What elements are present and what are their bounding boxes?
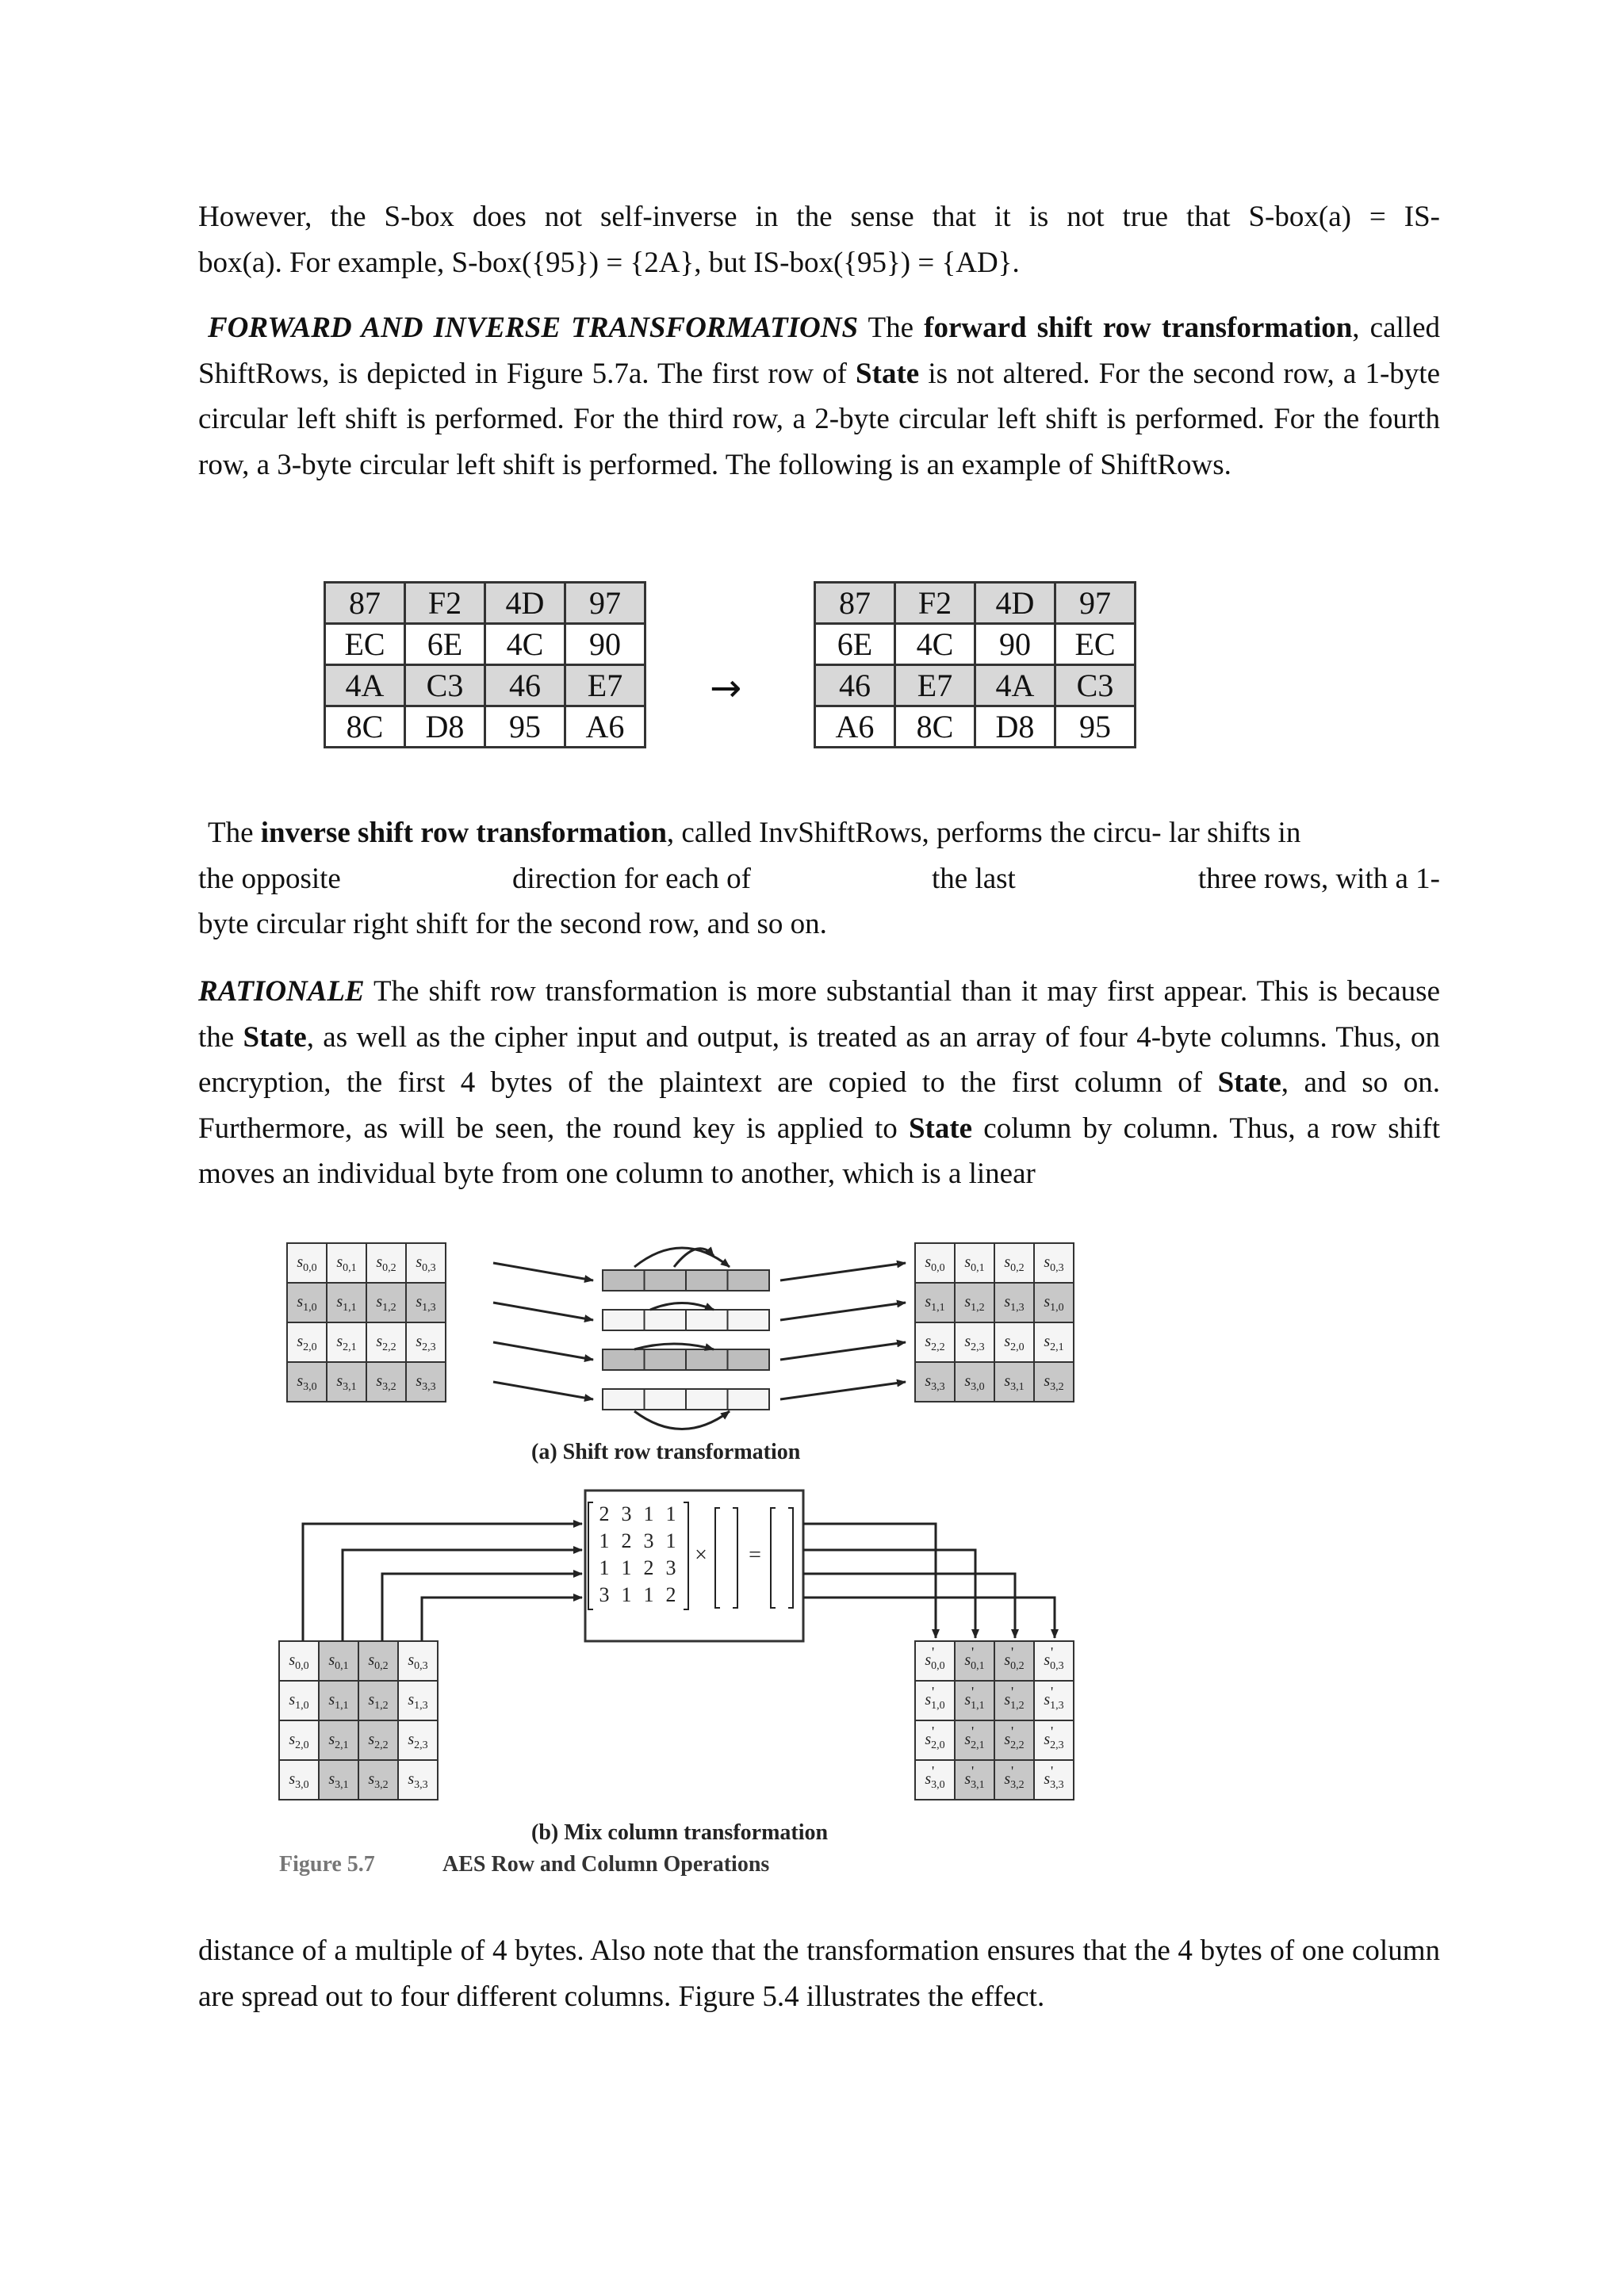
bold-term: State (1217, 1066, 1281, 1099)
text-run: , called InvShiftRows, performs the circu- lar shifts in (666, 817, 1301, 849)
connector-line (803, 1598, 1055, 1638)
hex-cell: F2 (895, 583, 975, 624)
text-run: the last (932, 862, 1016, 895)
paragraph-distance: distance of a multiple of 4 bytes. Also note that the transformation ensures that the 4 bytes of one column are spread out to four different columns. Figure 5.4 illustrates the effect. (198, 1934, 1440, 2013)
state-cell-label: $s_{0,1}$ (336, 1253, 357, 1274)
prime-mark: ' (971, 1644, 975, 1660)
bold-term: State (243, 1020, 307, 1054)
table-row (815, 665, 1136, 706)
state-cell-label: $s_{3,0}$ (925, 1770, 945, 1791)
state-cell-label: $s_{0,1}$ (964, 1651, 985, 1672)
state-cell-label: $s_{1,1}$ (328, 1691, 349, 1712)
paragraph-line: However, the S-box does not self-inverse in the sense that it is not true that S-box(a) = IS- (198, 201, 1440, 233)
table-row (815, 624, 1136, 665)
state-table-after (814, 581, 1136, 748)
state-cell-label: $s_{1,3}$ (416, 1293, 436, 1314)
hex-cell: C3 (1055, 665, 1136, 706)
state-cell-label: $s_{0,0}$ (925, 1651, 945, 1672)
state-cell-label: $s_{1,0}$ (925, 1691, 945, 1712)
equals-sign: = (749, 1543, 761, 1567)
paragraph-forward-inverse (198, 305, 1440, 488)
matrix-coefficient: 2 (643, 1556, 654, 1579)
text-run: , as well as the cipher input and output, is treated as an array of four 4-byte columns. Thus, on encryption, the first 4 bytes of the plaintext are copied to the first column of (198, 1020, 1440, 1099)
hex-cell: 46 (485, 665, 565, 706)
matrix-coefficient: 3 (599, 1583, 610, 1606)
hex-cell: 4C (895, 624, 975, 665)
state-cell-label: $s_{3,3}$ (408, 1770, 428, 1791)
state-cell-label: $s_{3,3}$ (925, 1372, 945, 1393)
hex-cell: E7 (565, 665, 645, 706)
state-cell-label: $s_{0,2}$ (1004, 1651, 1025, 1672)
hex-cell: 8C (895, 706, 975, 748)
state-cell-label: $s_{0,0}$ (289, 1651, 309, 1672)
hex-cell: D8 (975, 706, 1055, 748)
curved-arrow (634, 1411, 730, 1429)
state-cell-label: $s_{3,3}$ (1044, 1770, 1064, 1791)
state-cell-label: $s_{1,3}$ (1004, 1293, 1025, 1314)
caption-mix-column: (b) Mix column transformation (531, 1820, 829, 1845)
matrix-coefficient: 1 (643, 1583, 654, 1606)
caption-shift-row: (a) Shift row transformation (531, 1440, 801, 1464)
prime-mark: ' (1011, 1724, 1014, 1739)
connector-line (382, 1574, 582, 1641)
prime-mark: ' (932, 1763, 935, 1779)
state-cell-label: $s_{2,3}$ (964, 1333, 985, 1353)
matrix-coefficient: 3 (621, 1502, 632, 1525)
matrix-coefficient: 3 (643, 1529, 654, 1552)
prime-mark: ' (1011, 1644, 1014, 1660)
connector-line (803, 1524, 936, 1638)
paragraph-rationale (198, 969, 1440, 1197)
matrix-coefficient: 2 (621, 1529, 632, 1552)
matrix-coefficient: 1 (643, 1502, 654, 1525)
state-cell-label: $s_{0,2}$ (376, 1253, 396, 1274)
prime-mark: ' (971, 1763, 975, 1779)
hex-cell: 6E (815, 624, 895, 665)
paragraph-line: box(a). For example, S-box({95}) = {2A}, but IS-box({95}) = {AD}. (198, 246, 1020, 279)
state-cell-label: $s_{0,2}$ (368, 1651, 389, 1672)
bold-term: State (856, 357, 920, 390)
hex-cell: EC (325, 624, 405, 665)
hex-cell: 97 (565, 583, 645, 624)
state-cell-label: $s_{0,3}$ (408, 1651, 428, 1672)
table-row (815, 706, 1136, 748)
state-cell-label: $s_{2,0}$ (925, 1731, 945, 1751)
state-cell-label: $s_{3,1}$ (964, 1770, 985, 1791)
prime-mark: ' (971, 1684, 975, 1700)
state-cell-label: $s_{0,3}$ (416, 1253, 436, 1274)
figure-label: Figure 5.7 (279, 1852, 375, 1877)
prime-mark: ' (1011, 1684, 1014, 1700)
state-cell-label: $s_{3,0}$ (964, 1372, 985, 1393)
state-cell-label: $s_{1,2}$ (1004, 1691, 1025, 1712)
state-cell-label: $s_{2,0}$ (297, 1333, 317, 1353)
matrix-coefficient: 1 (621, 1556, 632, 1579)
state-cell-label: $s_{0,0}$ (925, 1253, 945, 1274)
prime-mark: ' (932, 1684, 935, 1700)
state-cell-label: $s_{0,3}$ (1044, 1651, 1064, 1672)
bold-term: State (908, 1112, 973, 1145)
connector-line (303, 1524, 582, 1641)
hex-cell: 95 (1055, 706, 1136, 748)
text-run: column by column. Thus, a row shift moves an individual byte from one column to another, which is a linear (198, 1112, 1440, 1190)
state-cell-label: $s_{1,1}$ (336, 1293, 357, 1314)
prime-mark: ' (1051, 1763, 1054, 1779)
matrix-coefficient: 3 (665, 1556, 676, 1579)
hex-cell: 4C (485, 624, 565, 665)
text-run: The (858, 312, 925, 344)
state-cell-label: $s_{3,1}$ (336, 1372, 357, 1393)
curved-arrow (674, 1249, 714, 1267)
state-cell-label: $s_{3,0}$ (289, 1770, 309, 1791)
table-row (325, 624, 645, 665)
state-cell-label: $s_{0,1}$ (328, 1651, 349, 1672)
matrix-coefficient: 1 (665, 1502, 676, 1525)
state-cell-label: $s_{2,2}$ (1004, 1731, 1025, 1751)
hex-cell: 4D (485, 583, 565, 624)
state-cell-label: $s_{0,2}$ (1004, 1253, 1025, 1274)
table-row (815, 583, 1136, 624)
paragraph-inverse-shift (198, 810, 1440, 947)
state-cell-label: $s_{2,1}$ (336, 1333, 357, 1353)
state-cell-label: $s_{2,3}$ (408, 1731, 428, 1751)
prime-mark: ' (1051, 1684, 1054, 1700)
prime-mark: ' (1011, 1763, 1014, 1779)
state-cell-label: $s_{1,2}$ (368, 1691, 389, 1712)
state-cell-label: $s_{1,3}$ (408, 1691, 428, 1712)
figure-aes-row-column (0, 1221, 1624, 1879)
section-heading: FORWARD AND INVERSE TRANSFORMATIONS (208, 312, 859, 344)
text-run: three rows, with a 1- (1197, 862, 1440, 895)
state-cell-label: $s_{0,1}$ (964, 1253, 985, 1274)
hex-cell: 87 (325, 583, 405, 624)
state-cell-label: $s_{1,2}$ (376, 1293, 396, 1314)
matrix-coefficient: 1 (621, 1583, 632, 1606)
arrow-line (493, 1303, 593, 1320)
hex-cell: A6 (565, 706, 645, 748)
prime-mark: ' (932, 1724, 935, 1739)
state-table-before (324, 581, 646, 748)
matrix-coefficient: 1 (599, 1556, 610, 1579)
times-sign: × (695, 1543, 707, 1567)
connector-line (343, 1550, 582, 1641)
state-cell-label: $s_{1,3}$ (1044, 1691, 1064, 1712)
figure-title: AES Row and Column Operations (442, 1852, 770, 1877)
state-cell-label: $s_{2,0}$ (289, 1731, 309, 1751)
text-run: is not altered. For the second row, a 1-byte circular left shift is performed. For the third row, a 2-byte circular left shift is performed. For the fourth row, a 3-byte circular left shift is performed. The following is an example of ShiftRows. (198, 357, 1440, 481)
state-cell-label: $s_{0,0}$ (297, 1253, 317, 1274)
prime-mark: ' (1051, 1644, 1054, 1660)
hex-cell: D8 (405, 706, 485, 748)
text-run: The (208, 817, 261, 849)
state-cell-label: $s_{1,1}$ (964, 1691, 985, 1712)
connector-line (422, 1598, 582, 1641)
prime-mark: ' (1051, 1724, 1054, 1739)
text-run: , and so on. Furthermore, as will be seen, the round key is applied to (198, 1066, 1440, 1145)
state-cell-label: $s_{2,1}$ (1044, 1333, 1064, 1353)
hex-cell: F2 (405, 583, 485, 624)
text-run: direction for each of (512, 862, 751, 895)
curved-arrow (634, 1344, 714, 1349)
arrow-line (780, 1263, 906, 1280)
state-cell-label: $s_{2,1}$ (328, 1731, 349, 1751)
prime-mark: ' (932, 1644, 935, 1660)
hex-cell: 87 (815, 583, 895, 624)
curved-arrow (650, 1303, 714, 1311)
state-cell-label: $s_{1,0}$ (1044, 1293, 1064, 1314)
hex-cell: 6E (405, 624, 485, 665)
state-cell-label: $s_{3,1}$ (328, 1770, 349, 1791)
state-cell-label: $s_{2,1}$ (964, 1731, 985, 1751)
state-cell-label: $s_{1,2}$ (964, 1293, 985, 1314)
table-row (325, 706, 645, 748)
state-cell-label: $s_{3,2}$ (376, 1372, 396, 1393)
section-heading: RATIONALE (198, 975, 365, 1008)
arrow-line (780, 1382, 906, 1399)
hex-cell: 90 (565, 624, 645, 665)
bold-term: inverse shift row transformation (260, 817, 667, 849)
state-cell-label: $s_{1,0}$ (297, 1293, 317, 1314)
text-run: The shift row transformation is more substantial than it may first appear. This is because the (198, 975, 1440, 1054)
state-cell-label: $s_{2,2}$ (925, 1333, 945, 1353)
state-cell-label: $s_{2,2}$ (368, 1731, 389, 1751)
state-cell-label: $s_{1,0}$ (289, 1691, 309, 1712)
state-cell-label: $s_{3,2}$ (1044, 1372, 1064, 1393)
arrow-line (493, 1263, 593, 1280)
table-row (325, 665, 645, 706)
state-cell-label: $s_{0,3}$ (1044, 1253, 1064, 1274)
connector-line (803, 1550, 975, 1638)
hex-cell: 95 (485, 706, 565, 748)
hex-cell: 4A (325, 665, 405, 706)
prime-mark: ' (971, 1724, 975, 1739)
hex-cell: 97 (1055, 583, 1136, 624)
arrow-line (493, 1342, 593, 1360)
text-run: the opposite (198, 862, 341, 895)
right-arrow-icon: → (710, 666, 742, 710)
paragraph-line: byte circular right shift for the second row, and so on. (198, 908, 827, 940)
hex-cell: E7 (895, 665, 975, 706)
state-cell-label: $s_{2,0}$ (1004, 1333, 1025, 1353)
matrix-coefficient: 1 (665, 1529, 676, 1552)
hex-cell: 4A (975, 665, 1055, 706)
hex-cell: 90 (975, 624, 1055, 665)
arrow-line (780, 1342, 906, 1360)
state-cell-label: $s_{1,1}$ (925, 1293, 945, 1314)
text-run: , called ShiftRows, is depicted in Figure 5.7a. The first row of (198, 312, 1440, 390)
hex-cell: C3 (405, 665, 485, 706)
state-cell-label: $s_{2,3}$ (1044, 1731, 1064, 1751)
state-cell-label: $s_{3,2}$ (1004, 1770, 1025, 1791)
hex-cell: EC (1055, 624, 1136, 665)
state-cell-label: $s_{3,1}$ (1004, 1372, 1025, 1393)
matrix-coefficient: 2 (599, 1502, 610, 1525)
table-row (325, 583, 645, 624)
hex-cell: 8C (325, 706, 405, 748)
arrow-line (780, 1303, 906, 1320)
state-cell-label: $s_{2,2}$ (376, 1333, 396, 1353)
hex-cell: 46 (815, 665, 895, 706)
hex-cell: 4D (975, 583, 1055, 624)
state-cell-label: $s_{3,3}$ (416, 1372, 436, 1393)
arrow-line (493, 1382, 593, 1399)
state-cell-label: $s_{3,2}$ (368, 1770, 389, 1791)
connector-line (803, 1574, 1015, 1638)
matrix-coefficient: 2 (665, 1583, 676, 1606)
state-cell-label: $s_{3,0}$ (297, 1372, 317, 1393)
hex-cell: A6 (815, 706, 895, 748)
state-cell-label: $s_{2,3}$ (416, 1333, 436, 1353)
bold-term: forward shift row transformation (924, 312, 1353, 344)
matrix-coefficient: 1 (599, 1529, 610, 1552)
paragraph-sbox-inverse (198, 194, 1440, 285)
